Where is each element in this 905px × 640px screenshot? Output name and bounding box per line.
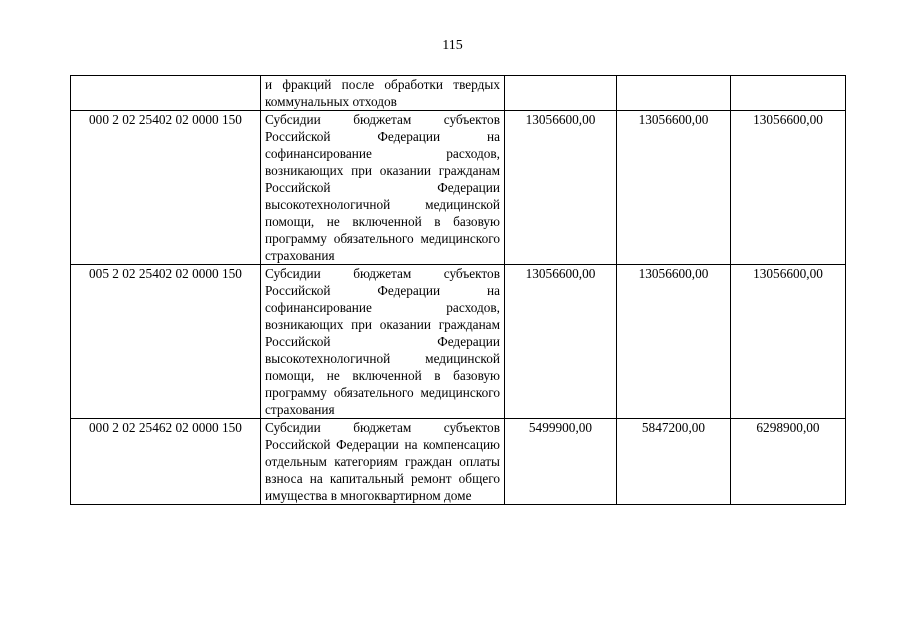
amount-year-2-cell: 13056600,00 bbox=[617, 265, 731, 419]
budget-code-cell: 000 2 02 25462 02 0000 150 bbox=[71, 419, 261, 505]
table-row bbox=[71, 265, 846, 419]
amount-year-1-cell: 13056600,00 bbox=[505, 111, 617, 265]
budget-code-cell: 000 2 02 25402 02 0000 150 bbox=[71, 111, 261, 265]
amount-year-1-cell: 5499900,00 bbox=[505, 419, 617, 505]
amount-year-2-cell: 5847200,00 bbox=[617, 419, 731, 505]
table-row bbox=[71, 76, 846, 111]
amount-year-3-cell: 13056600,00 bbox=[731, 265, 846, 419]
budget-code-cell bbox=[71, 76, 261, 111]
amount-year-3-cell: 13056600,00 bbox=[731, 111, 846, 265]
description-cell: Субсидии бюджетам субъектов Российской Федерации на компенсацию отдельным категориям граждан оплаты взноса на капитальный ремонт общего имущества в многоквартирном доме bbox=[261, 419, 505, 505]
page-number: 115 bbox=[442, 38, 463, 53]
amount-year-2-cell: 13056600,00 bbox=[617, 111, 731, 265]
amount-year-3-cell: 6298900,00 bbox=[731, 419, 846, 505]
amount-year-1-cell bbox=[505, 76, 617, 111]
table-row bbox=[71, 419, 846, 505]
amount-year-1-cell: 13056600,00 bbox=[505, 265, 617, 419]
description-cell: Субсидии бюджетам субъектов Российской Федерации на софинансирование расходов, возникающих при оказании гражданам Российской Федерации высокотехнологичной медицинской помощи, не включенной в базовую программу обязательного медицинского страхования bbox=[261, 265, 505, 419]
budget-table bbox=[70, 75, 846, 505]
budget-code-cell: 005 2 02 25402 02 0000 150 bbox=[71, 265, 261, 419]
amount-year-2-cell bbox=[617, 76, 731, 111]
table-row bbox=[71, 111, 846, 265]
amount-year-3-cell bbox=[731, 76, 846, 111]
description-cell: и фракций после обработки твердых коммунальных отходов bbox=[261, 76, 505, 111]
description-cell: Субсидии бюджетам субъектов Российской Федерации на софинансирование расходов, возникающих при оказании гражданам Российской Федерации высокотехнологичной медицинской помощи, не включенной в базовую программу обязательного медицинского страхования bbox=[261, 111, 505, 265]
